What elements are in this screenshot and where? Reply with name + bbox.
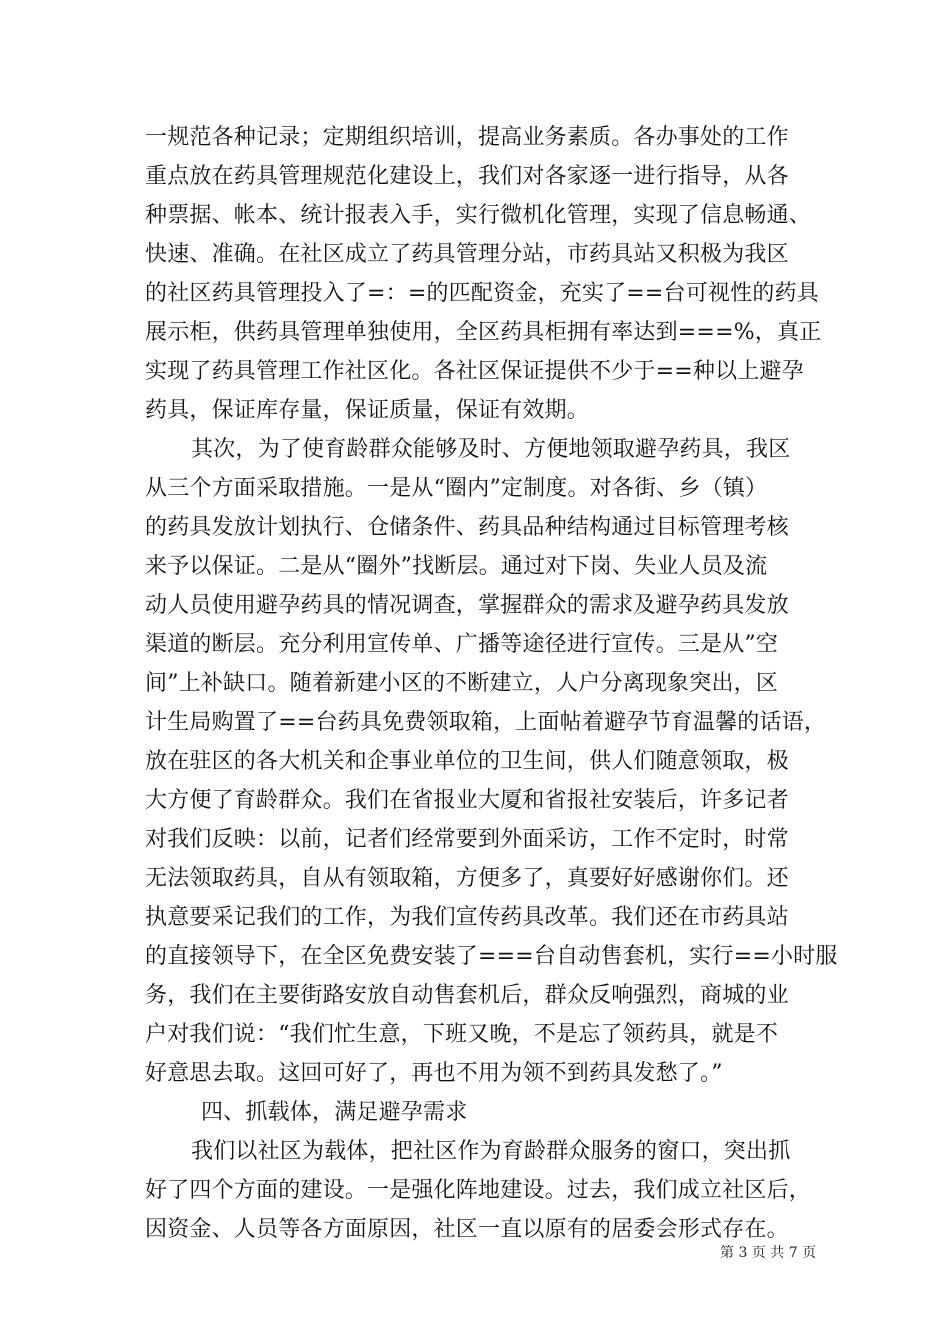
text-line: 间”上补缺口。随着新建小区的不断建立，人户分离现象突出，区	[145, 671, 779, 696]
text-line: 好了四个方面的建设。一是强化阵地建设。过去，我们成立社区后，	[145, 1178, 812, 1203]
text-line: 实现了药具管理工作社区化。各社区保证提供不少于==种以上避孕	[145, 359, 804, 384]
text-line: 药具，保证库存量，保证质量，保证有效期。	[145, 398, 590, 423]
text-line: 计生局购置了==台药具免费领取箱，上面帖着避孕节育温馨的话语，	[145, 710, 827, 735]
text-line: 重点放在药具管理规范化建设上，我们对各家逐一进行指导，从各	[145, 164, 789, 189]
text-line: 户对我们说：“我们忙生意，下班又晚，不是忘了领药具，就是不	[145, 1022, 779, 1047]
text-line: 务，我们在主要街路安放自动售套机后，群众反响强烈，商城的业	[145, 983, 789, 1008]
paragraph-start-line: 我们以社区为载体，把社区作为育龄群众服务的窗口，突出抓	[191, 1139, 791, 1164]
document-body	[145, 118, 838, 1249]
text-line: 好意思去取。这回可好了，再也不用为领不到药具发愁了。”	[145, 1061, 723, 1086]
text-line: 放在驻区的各大机关和企事业单位的卫生间，供人们随意领取，极	[145, 749, 789, 774]
text-line: 渠道的断层。充分利用宣传单、广播等途径进行宣传。三是从”空	[145, 632, 779, 657]
page-number-footer: 第 3 页 共 7 页	[720, 1245, 817, 1261]
text-line: 对我们反映：以前，记者们经常要到外面采访，工作不定时，时常	[145, 827, 789, 852]
text-line: 大方便了育龄群众。我们在省报业大厦和省报社安装后，许多记者	[145, 788, 789, 813]
text-line: 展示柜，供药具管理单独使用，全区药具柜拥有率达到===%，真正	[145, 320, 822, 345]
text-line: 的直接领导下，在全区免费安装了===台自动售套机，实行==小时服	[145, 944, 838, 969]
paragraph-start-line: 其次，为了使育龄群众能够及时、方便地领取避孕药具，我区	[191, 437, 791, 462]
text-line: 因资金、人员等各方面原因，社区一直以原有的居委会形式存在。	[145, 1217, 789, 1242]
text-line: 来予以保证。二是从“圈外”找断层。通过对下岗、失业人员及流	[145, 554, 768, 579]
text-line: 动人员使用避孕药具的情况调查，掌握群众的需求及避孕药具发放	[145, 593, 789, 618]
text-line: 无法领取药具，自从有领取箱，方便多了，真要好好感谢你们。还	[145, 866, 789, 891]
text-line: 一规范各种记录；定期组织培训，提高业务素质。各办事处的工作	[145, 125, 789, 150]
text-line: 从三个方面采取措施。一是从“圈内”定制度。对各街、乡（镇）	[145, 476, 768, 501]
text-line: 的药具发放计划执行、仓储条件、药具品种结构通过目标管理考核	[145, 515, 789, 540]
section-heading: 四、抓载体，满足避孕需求	[201, 1100, 468, 1125]
text-line: 的社区药具管理投入了=：=的匹配资金，充实了==台可视性的药具	[145, 281, 819, 306]
text-line: 种票据、帐本、统计报表入手，实行微机化管理，实现了信息畅通、	[145, 203, 812, 228]
text-line: 快速、准确。在社区成立了药具管理分站，市药具站又积极为我区	[145, 242, 789, 267]
text-line: 执意要采记我们的工作，为我们宣传药具改革。我们还在市药具站	[145, 905, 789, 930]
